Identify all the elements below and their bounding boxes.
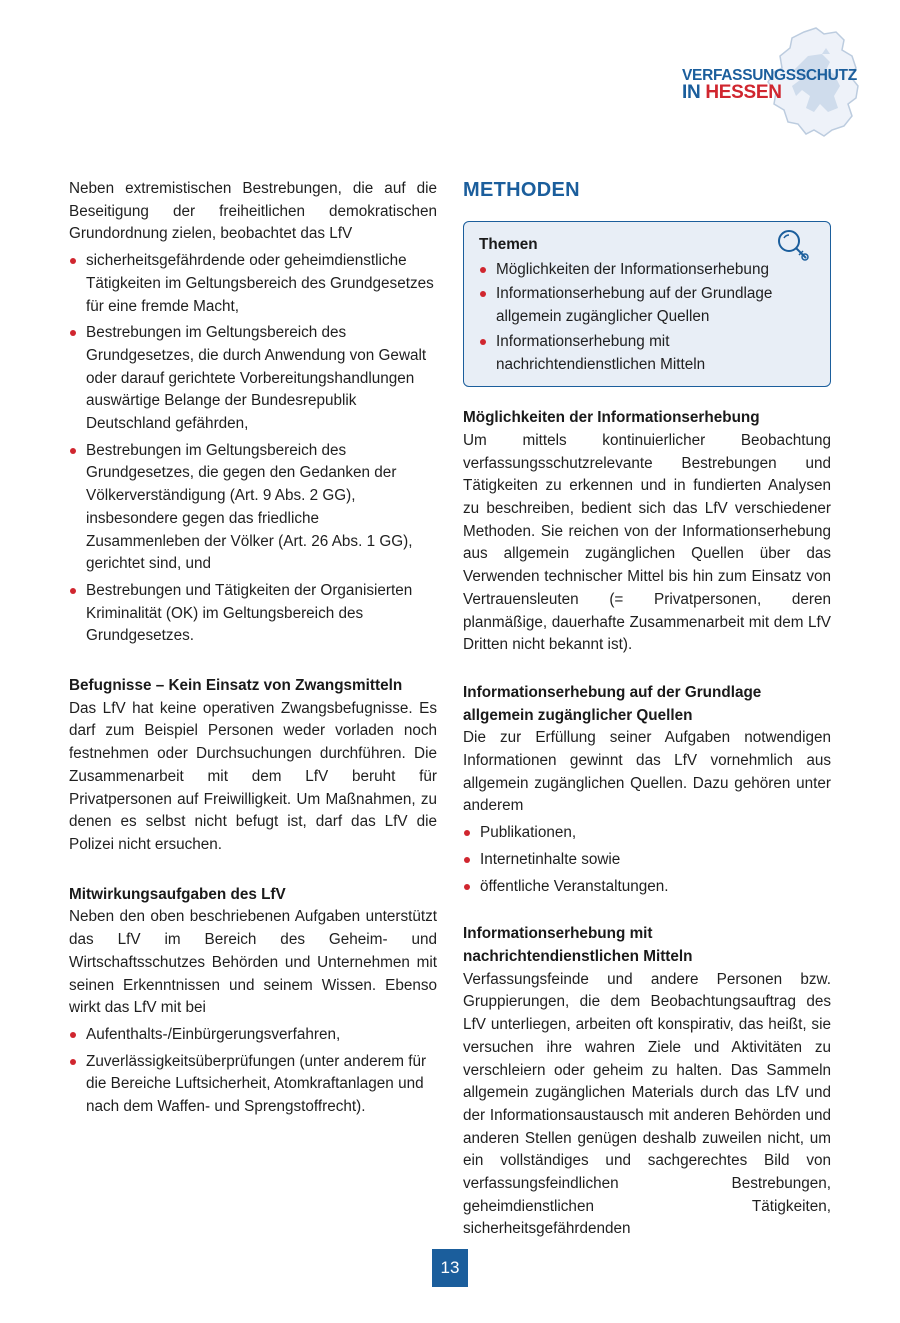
logo-hessen: HESSEN [705, 82, 782, 103]
list-item: Informationserhebung auf der Grundlage allgemein zugänglicher Quellen [479, 283, 816, 328]
list-item: Bestrebungen und Tätigkeiten der Organisierten Kriminalität (OK) im Geltungsbereich des Grundgesetzes. [69, 580, 437, 648]
left-column [69, 178, 437, 1123]
magnifier-icon [776, 228, 810, 262]
befugnisse-paragraph: Das LfV hat keine operativen Zwangsbefugnisse. Es darf zum Beispiel Personen weder vorladen noch festnehmen oder Durchsuchungen durchführen. Die Zusammenarbeit mit dem LfV beruht für Privatpersonen auf Freiwilligkeit. Um Maßnahmen, zu denen es selbst nicht befugt ist, darf das LfV die Polizei nicht ersuchen. [69, 699, 437, 853]
mitwirkung-bullet-list [69, 1024, 437, 1119]
moeglichkeiten-paragraph: Um mittels kontinuierlicher Beobachtung verfassungsschutzrelevante Bestrebungen und Tätigkeiten zu erkennen und in fundierten Analysen zu beschreiben, bedient sich das LfV verschiedener Methoden. Sie reichen von der Informationserhebung aus allgemein zugänglichen Quellen über das Verwenden technischer Mittel bis hin zum Einsatz von Vertrauensleuten (= Privatpersonen, deren planmäßige, dauerhafte Zusammenarbeit mit dem LfV Dritten nicht bekannt ist). [463, 431, 831, 654]
list-item: Bestrebungen im Geltungsbereich des Grundgesetzes, die durch Anwendung von Gewalt oder darauf gerichtete Vorbereitungshandlungen auswärtige Belange der Bundesrepublik Deutschland gefährden, [69, 322, 437, 436]
quellen-bullet-list [463, 822, 831, 898]
themen-title: Themen [479, 236, 538, 253]
list-item: Bestrebungen im Geltungsbereich des Grundgesetzes, die gegen den Gedanken der Völkerverständigung (Art. 9 Abs. 2 GG), insbesondere gegen das friedliche Zusammenleben der Völker (Art. 26 Abs. 1 GG), gerichtet sind, und [69, 440, 437, 576]
moeglichkeiten-heading: Möglichkeiten der Informationserhebung [463, 409, 760, 427]
list-item: Aufenthalts-/Einbürgerungsverfahren, [69, 1024, 437, 1047]
logo-in: IN [682, 82, 701, 103]
themen-box [463, 221, 831, 387]
list-item: sicherheitsgefährdende oder geheimdienstliche Tätigkeiten im Geltungsbereich des Grundgesetzes für eine fremde Macht, [69, 250, 437, 318]
intro-bullet-list [69, 250, 437, 648]
nd-heading-line1: Informationserhebung mit [463, 925, 653, 943]
list-item: Zuverlässigkeitsüberprüfungen (unter anderem für die Bereiche Luftsicherheit, Atomkraftanlagen und nach dem Waffen- und Sprengstoffrecht). [69, 1051, 437, 1119]
section-title: METHODEN [463, 179, 580, 201]
mitwirkung-paragraph: Neben den oben beschriebenen Aufgaben unterstützt das LfV im Bereich des Geheim- und Wirtschaftsschutzes Behörden und Unternehmen mit seinen Erkenntnissen und seinem Wissen. Ebenso wirkt das LfV mit bei [69, 908, 437, 1017]
header-logo [676, 26, 866, 138]
mitwirkung-heading: Mitwirkungsaufgaben des LfV [69, 885, 286, 903]
nd-paragraph: Verfassungsfeinde und andere Personen bzw. Gruppierungen, die dem Beobachtungsauftrag des LfV unterliegen, arbeiten oft konspirativ, das heißt, sie versuchen ihre wahren Ziele und Aktivitäten zu verschleiern oder geheim zu halten. Das Sammeln allgemein zugänglichen Materials durch das LfV und der Informationsaustausch mit anderen Behörden und anderen Stellen genügen deshalb zuweilen nicht, um ein vollständiges und sachgerechtes Bild von verfassungsfeindlichen Bestrebungen, geheimdienstlichen Tätigkeiten, sicherheitsgefährdenden [463, 970, 831, 1238]
list-item: Publikationen, [463, 822, 831, 845]
quellen-heading-line2: allgemein zugänglicher Quellen [463, 706, 693, 724]
logo-title-line1: VERFASSUNGSSCHUTZ [682, 67, 857, 84]
intro-paragraph: Neben extremistischen Bestrebungen, die auf die Beseitigung der freiheitlichen demokratischen Grundordnung zielen, beobachtet das LfV [69, 180, 437, 243]
list-item: Möglichkeiten der Informationserhebung [479, 259, 816, 282]
list-item: Informationserhebung mit nachrichtendienstlichen Mitteln [479, 331, 816, 376]
themen-list [479, 259, 816, 377]
nd-heading-line2: nachrichtendienstlichen Mitteln [463, 947, 693, 965]
list-item: öffentliche Veranstaltungen. [463, 876, 831, 899]
page-number: 13 [432, 1249, 468, 1287]
list-item: Internetinhalte sowie [463, 849, 831, 872]
right-column [463, 178, 831, 1241]
logo-title-line2 [682, 82, 782, 104]
quellen-paragraph: Die zur Erfüllung seiner Aufgaben notwendigen Informationen gewinnt das LfV vornehmlich aus allgemein zugänglichen Quellen. Dazu gehören unter anderem [463, 729, 831, 815]
quellen-heading-line1: Informationserhebung auf der Grundlage [463, 683, 762, 701]
befugnisse-heading: Befugnisse – Kein Einsatz von Zwangsmitteln [69, 677, 403, 695]
